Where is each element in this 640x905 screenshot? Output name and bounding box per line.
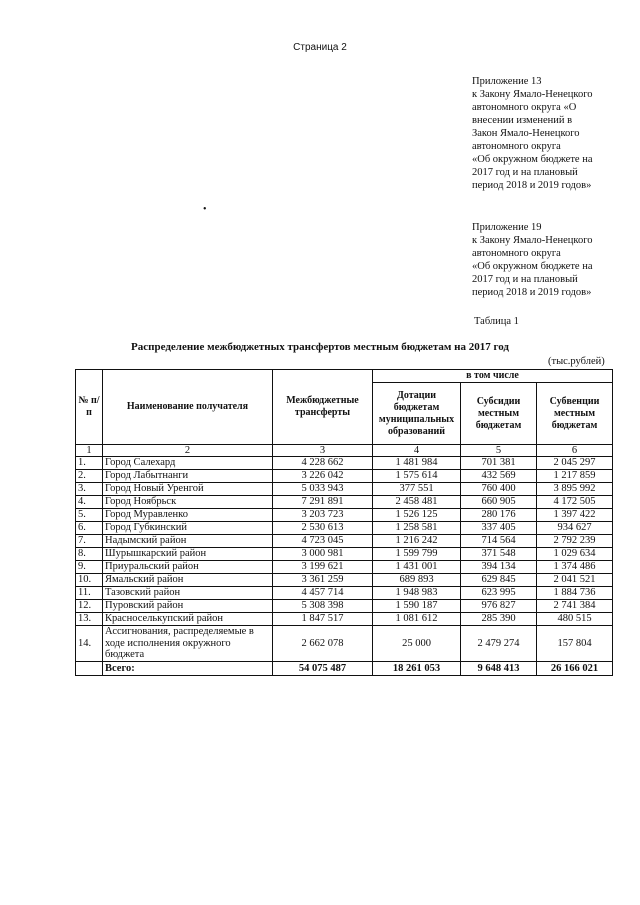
recipient-name: Город Губкинский — [103, 522, 273, 535]
header-subsidies: Субсидии местным бюджетам — [461, 383, 537, 445]
subsidies-value: 660 905 — [461, 496, 537, 509]
dotations-value: 2 458 481 — [373, 496, 461, 509]
document-title: Распределение межбюджетных трансфертов местным бюджетам на 2017 год — [131, 341, 509, 353]
appendix-13-block — [472, 75, 632, 192]
appendix-line: Приложение 19 — [472, 222, 542, 233]
subsidies-value: 760 400 — [461, 483, 537, 496]
subventions-value: 480 515 — [537, 613, 613, 626]
dotations-value: 1 526 125 — [373, 509, 461, 522]
transfers-value: 4 228 662 — [273, 457, 373, 470]
transfers-value: 4 723 045 — [273, 535, 373, 548]
appendix-line: 2017 год и на плановый — [472, 274, 578, 285]
table-row — [76, 535, 613, 548]
row-number: 10. — [76, 574, 103, 587]
table-row — [76, 561, 613, 574]
row-number: 13. — [76, 613, 103, 626]
page-number: Страница 2 — [293, 42, 347, 53]
table-row — [76, 574, 613, 587]
table-row — [76, 522, 613, 535]
appendix-line: период 2018 и 2019 годов» — [472, 180, 592, 191]
transfers-value: 2 530 613 — [273, 522, 373, 535]
row-number: 9. — [76, 561, 103, 574]
subventions-value: 2 741 384 — [537, 600, 613, 613]
recipient-name: Ямальский район — [103, 574, 273, 587]
table-row — [76, 483, 613, 496]
header-num: № п/п — [76, 370, 103, 445]
dotations-value: 1 081 612 — [373, 613, 461, 626]
subventions-value: 4 172 505 — [537, 496, 613, 509]
subventions-value: 934 627 — [537, 522, 613, 535]
appendix-line: внесении изменений в — [472, 115, 573, 126]
subsidies-value: 976 827 — [461, 600, 537, 613]
transfers-value: 2 662 078 — [273, 626, 373, 662]
transfers-value: 7 291 891 — [273, 496, 373, 509]
total-subsidies: 9 648 413 — [461, 661, 537, 675]
recipient-name: Ассигнования, распределяемые в ходе исполнения окружного бюджета — [103, 626, 273, 662]
header-transfers: Межбюджетные трансферты — [273, 370, 373, 445]
total-row — [76, 661, 613, 675]
table-row — [76, 613, 613, 626]
appendix-line: 2017 год и на плановый — [472, 167, 578, 178]
header-including: в том числе — [373, 370, 613, 383]
recipient-name: Надымский район — [103, 535, 273, 548]
table-row — [76, 626, 613, 662]
appendix-line: «Об окружном бюджете на — [472, 154, 593, 165]
subsidies-value: 280 176 — [461, 509, 537, 522]
transfers-value: 3 199 621 — [273, 561, 373, 574]
subsidies-value: 629 845 — [461, 574, 537, 587]
dotations-value: 377 551 — [373, 483, 461, 496]
table-row — [76, 470, 613, 483]
transfers-value: 3 000 981 — [273, 548, 373, 561]
table-row — [76, 509, 613, 522]
total-label: Всего: — [103, 661, 273, 675]
recipient-name: Город Муравленко — [103, 509, 273, 522]
table-row — [76, 587, 613, 600]
column-number: 1 — [76, 445, 103, 457]
recipient-name: Красноселькупский район — [103, 613, 273, 626]
dotations-value: 1 431 001 — [373, 561, 461, 574]
total-dotations: 18 261 053 — [373, 661, 461, 675]
subventions-value: 1 029 634 — [537, 548, 613, 561]
dotations-value: 1 948 983 — [373, 587, 461, 600]
dotations-value: 1 216 242 — [373, 535, 461, 548]
subsidies-value: 714 564 — [461, 535, 537, 548]
subventions-value: 1 884 736 — [537, 587, 613, 600]
appendix-line: Приложение 13 — [472, 76, 542, 87]
table-row — [76, 548, 613, 561]
appendix-line: Закон Ямало-Ненецкого — [472, 128, 580, 139]
subventions-value: 2 792 239 — [537, 535, 613, 548]
appendix-line: автономного округа «О — [472, 102, 577, 113]
transfers-value: 3 203 723 — [273, 509, 373, 522]
recipient-name: Тазовский район — [103, 587, 273, 600]
recipient-name: Город Ноябрьск — [103, 496, 273, 509]
row-number: 3. — [76, 483, 103, 496]
total-row-number — [76, 661, 103, 675]
subventions-value: 1 374 486 — [537, 561, 613, 574]
row-number: 12. — [76, 600, 103, 613]
appendix-line: к Закону Ямало-Ненецкого — [472, 89, 593, 100]
row-number: 1. — [76, 457, 103, 470]
total-subventions: 26 166 021 — [537, 661, 613, 675]
subventions-value: 1 397 422 — [537, 509, 613, 522]
subsidies-value: 285 390 — [461, 613, 537, 626]
row-number: 7. — [76, 535, 103, 548]
appendix-line: автономного округа — [472, 141, 561, 152]
subsidies-value: 2 479 274 — [461, 626, 537, 662]
row-number: 5. — [76, 509, 103, 522]
dotations-value: 25 000 — [373, 626, 461, 662]
subventions-value: 2 045 297 — [537, 457, 613, 470]
appendix-line: период 2018 и 2019 годов» — [472, 287, 592, 298]
column-number: 5 — [461, 445, 537, 457]
transfers-table — [75, 369, 613, 676]
recipient-name: Пуровский район — [103, 600, 273, 613]
recipient-name: Город Лабытнанги — [103, 470, 273, 483]
header-subventions: Субвенции местным бюджетам — [537, 383, 613, 445]
appendix-19-block — [472, 221, 632, 299]
row-number: 8. — [76, 548, 103, 561]
table-row — [76, 457, 613, 470]
dotations-value: 1 481 984 — [373, 457, 461, 470]
dotations-value: 1 575 614 — [373, 470, 461, 483]
row-number: 11. — [76, 587, 103, 600]
transfers-value: 5 308 398 — [273, 600, 373, 613]
subsidies-value: 623 995 — [461, 587, 537, 600]
header-name: Наименование получателя — [103, 370, 273, 445]
subventions-value: 3 895 992 — [537, 483, 613, 496]
appendix-line: к Закону Ямало-Ненецкого — [472, 235, 593, 246]
row-number: 2. — [76, 470, 103, 483]
row-number: 6. — [76, 522, 103, 535]
dotations-value: 1 258 581 — [373, 522, 461, 535]
table-label: Таблица 1 — [474, 316, 519, 327]
header-dotations: Дотации бюджетам муниципальных образований — [373, 383, 461, 445]
column-number: 4 — [373, 445, 461, 457]
column-number-row — [76, 445, 613, 457]
subventions-value: 2 041 521 — [537, 574, 613, 587]
subventions-value: 157 804 — [537, 626, 613, 662]
transfers-value: 4 457 714 — [273, 587, 373, 600]
subsidies-value: 394 134 — [461, 561, 537, 574]
transfers-value: 3 361 259 — [273, 574, 373, 587]
column-number: 3 — [273, 445, 373, 457]
subsidies-value: 337 405 — [461, 522, 537, 535]
recipient-name: Приуральский район — [103, 561, 273, 574]
recipient-name: Город Салехард — [103, 457, 273, 470]
subsidies-value: 432 569 — [461, 470, 537, 483]
subventions-value: 1 217 859 — [537, 470, 613, 483]
recipient-name: Город Новый Уренгой — [103, 483, 273, 496]
units-label: (тыс.рублей) — [548, 356, 605, 367]
dotations-value: 1 599 799 — [373, 548, 461, 561]
dotations-value: 1 590 187 — [373, 600, 461, 613]
subsidies-value: 701 381 — [461, 457, 537, 470]
column-number: 2 — [103, 445, 273, 457]
appendix-line: «Об окружном бюджете на — [472, 261, 593, 272]
dotations-value: 689 893 — [373, 574, 461, 587]
transfers-value: 5 033 943 — [273, 483, 373, 496]
table-row — [76, 600, 613, 613]
appendix-line: автономного округа — [472, 248, 561, 259]
subsidies-value: 371 548 — [461, 548, 537, 561]
transfers-value: 3 226 042 — [273, 470, 373, 483]
row-number: 4. — [76, 496, 103, 509]
recipient-name: Шурышкарский район — [103, 548, 273, 561]
column-number: 6 — [537, 445, 613, 457]
stray-mark: • — [203, 204, 207, 215]
total-transfers: 54 075 487 — [273, 661, 373, 675]
table-row — [76, 496, 613, 509]
transfers-value: 1 847 517 — [273, 613, 373, 626]
row-number: 14. — [76, 626, 103, 662]
